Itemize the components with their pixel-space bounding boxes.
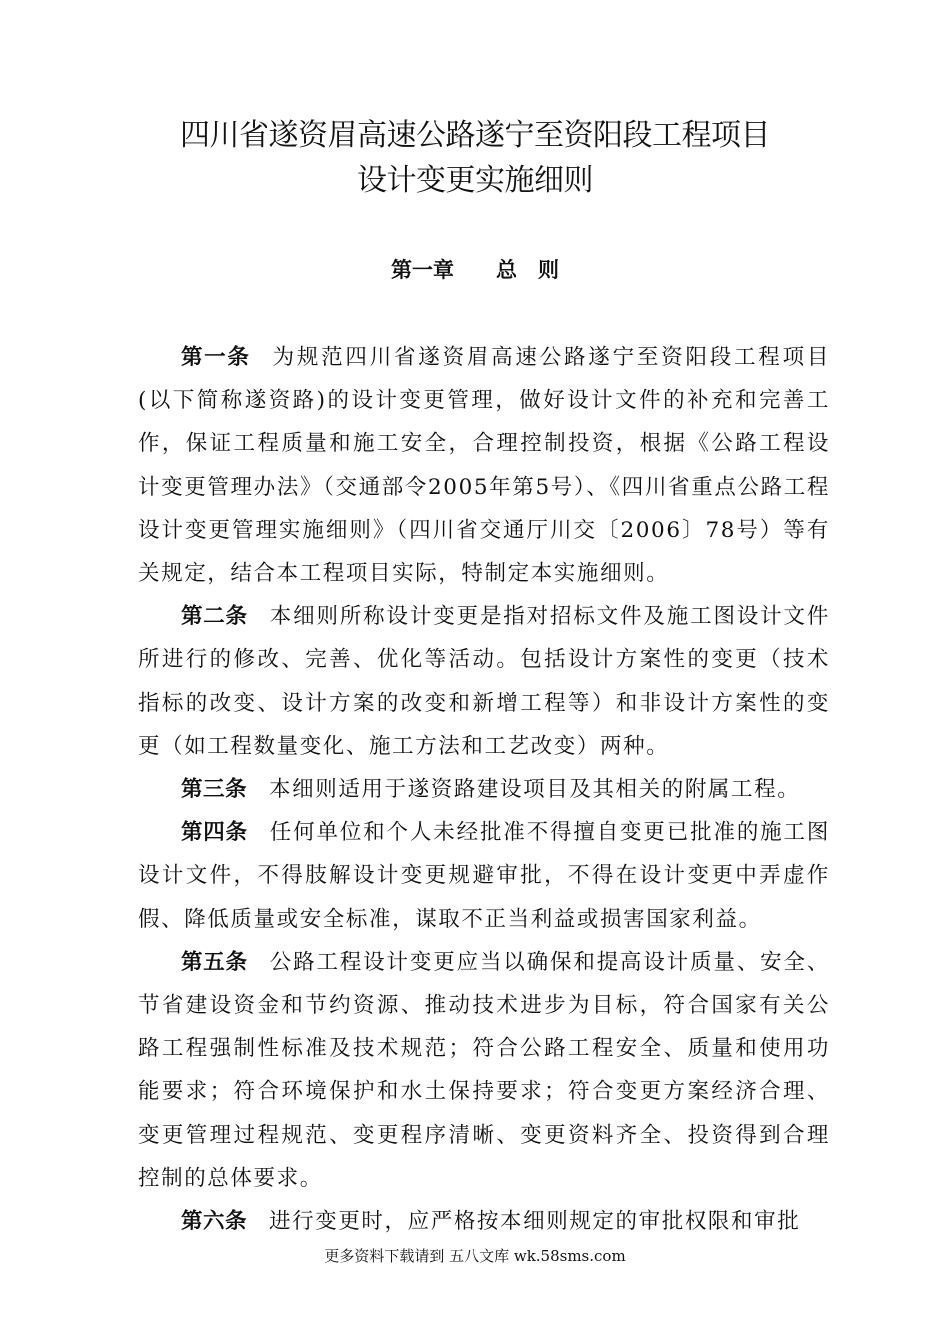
document-title-line-2: 设计变更实施细则 xyxy=(357,163,593,198)
article-text: 任何单位和个人未经批准不得擅自变更已批准的施工图设计文件，不得肢解设计变更规避审批，不得在设计变更中弄虚作假、降低质量或安全标准，谋取不正当利益或损害国家利益。 xyxy=(138,820,830,932)
article-text: 公路工程设计变更应当以确保和提高设计质量、安全、节省建设资金和节约资源、推动技术进步为目标，符合国家有关公路工程强制性标准及技术规范；符合公路工程安全、质量和使用功能要求；符合环境保护和水土保持要求；符合变更方案经济合理、变更管理过程规范、变更程序清晰、变更资料齐全、投资得到合理控制的总体要求。 xyxy=(138,949,830,1191)
article-text: 进行变更时，应严格按本细则规定的审批权限和审批 xyxy=(269,1209,801,1235)
article-label: 第二条 xyxy=(181,604,248,630)
article-label: 第四条 xyxy=(181,820,248,846)
article-text: 本细则所称设计变更是指对招标文件及施工图设计文件所进行的修改、完善、优化等活动。包括设计方案性的变更（技术指标的改变、设计方案的改变和新增工程等）和非设计方案性的变更（如工程数量变化、施工方法和工艺改变）两种。 xyxy=(138,604,830,759)
article-label: 第三条 xyxy=(181,777,248,803)
document-body xyxy=(138,336,830,1243)
article-3 xyxy=(138,768,830,811)
article-2 xyxy=(138,595,830,768)
page-footer: 更多资料下载请到 五八文库 wk.58sms.com xyxy=(324,1247,626,1265)
article-label: 第五条 xyxy=(181,949,248,975)
article-text: 为规范四川省遂资眉高速公路遂宁至资阳段工程项目(以下简称遂资路)的设计变更管理，做好设计文件的补充和完善工作，保证工程质量和施工安全，合理控制投资，根据《公路工程设计变更管理办法》（交通部令2005年第5号）、《四川省重点公路工程设计变更管理实施细则》（四川省交通厅川交〔2006〕78号）等有关规定，结合本工程项目实际，特制定本实施细则。 xyxy=(138,345,830,587)
article-1 xyxy=(138,336,830,595)
document-title-line-1: 四川省遂资眉高速公路遂宁至资阳段工程项目 xyxy=(180,118,770,153)
article-6 xyxy=(138,1200,830,1243)
article-label: 第六条 xyxy=(181,1209,248,1235)
article-text: 本细则适用于遂资路建设项目及其相关的附属工程。 xyxy=(269,777,801,803)
article-4 xyxy=(138,811,830,941)
chapter-heading: 第一章 总 则 xyxy=(391,258,559,282)
article-label: 第一条 xyxy=(181,345,251,370)
article-5 xyxy=(138,941,830,1200)
